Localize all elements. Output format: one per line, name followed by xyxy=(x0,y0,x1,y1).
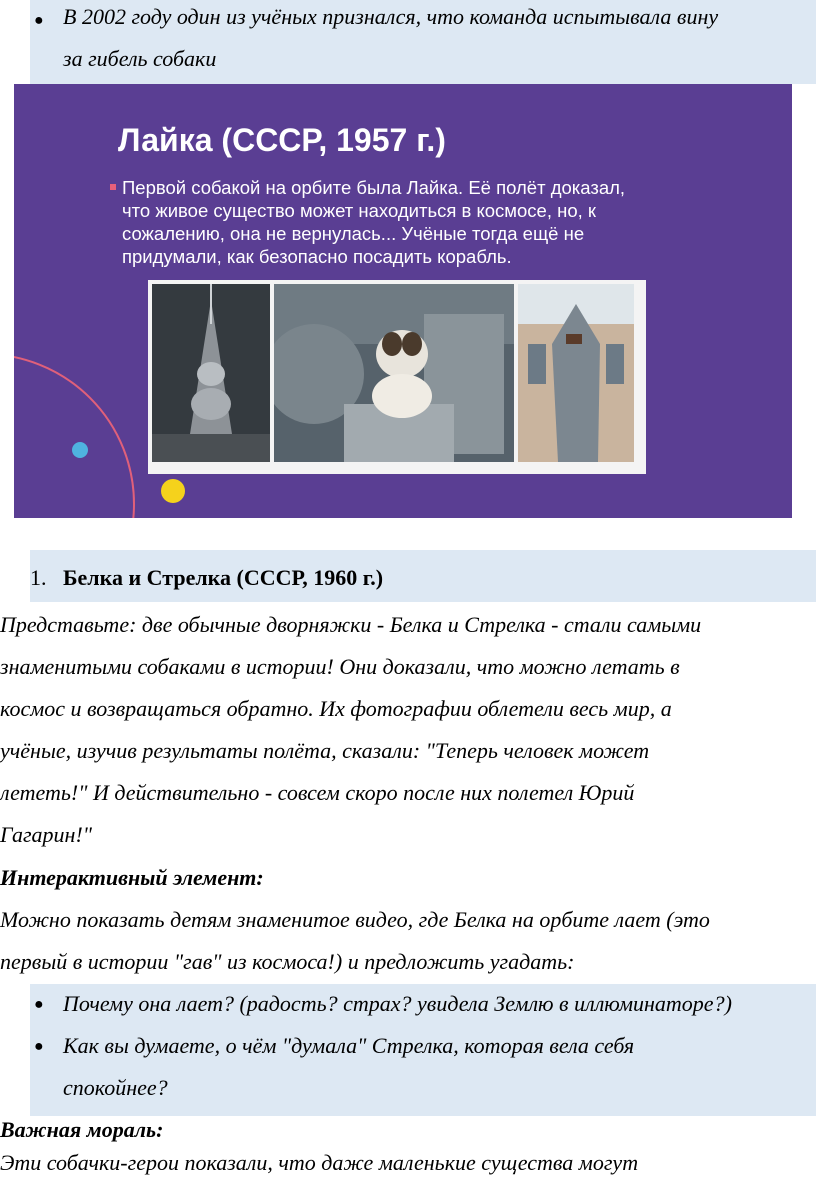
moral-line: Эти собачки-герои показали, что даже маленькие существа могут xyxy=(0,1150,639,1175)
interactive-heading: Интерактивный элемент: xyxy=(0,865,264,890)
top-bullet-line1: В 2002 году один из учёных признался, что команда испытывала вину xyxy=(63,4,719,29)
slide-bullet-marker xyxy=(110,184,116,190)
interactive-bullet: Как вы думаете, о чём "думала" Стрелка, которая вела себя xyxy=(63,1033,635,1058)
bullet-dot: ● xyxy=(34,12,44,29)
slide-text xyxy=(110,176,730,268)
top-bullet-line2: за гибель собаки xyxy=(63,46,217,71)
bullet-dot: ● xyxy=(34,996,44,1013)
paragraph-line: Гагарин!" xyxy=(0,822,93,847)
bullet-dot: ● xyxy=(34,1038,44,1055)
paragraph-line: знаменитыми собаками в истории! Они доказали, что можно летать в xyxy=(0,654,680,679)
paragraph xyxy=(0,604,810,856)
laika-monument-photo xyxy=(518,284,634,462)
slide-text-line: Первой собакой на орбите была Лайка. Её полёт доказал, xyxy=(122,177,626,198)
paragraph-line: космос и возвращаться обратно. Их фотографии облетели весь мир, а xyxy=(0,696,672,721)
laika-dog-photo xyxy=(274,284,514,462)
paragraph-line: Представьте: две обычные дворняжки - Белка и Стрелка - стали самыми xyxy=(0,612,702,637)
moral-heading: Важная мораль: xyxy=(0,1117,164,1142)
slide-title: Лайка (СССР, 1957 г.) xyxy=(118,122,446,158)
interactive-bullet-cont: спокойнее? xyxy=(63,1075,168,1100)
paragraph-line: лететь!" И действительно - совсем скоро после них полетел Юрий xyxy=(0,780,635,805)
slide-text-line: что живое существо может находиться в космосе, но, к xyxy=(122,200,597,221)
interactive-line: первый в истории "гав" из космоса!) и предложить угадать: xyxy=(0,949,575,974)
slide-text-line: придумали, как безопасно посадить корабль. xyxy=(122,246,512,267)
slide-text-line: сожалению, она не вернулась... Учёные тогда ещё не xyxy=(122,223,585,244)
paragraph-line: учёные, изучив результаты полёта, сказали: "Теперь человек может xyxy=(0,738,650,763)
sputnik-photo xyxy=(152,284,270,462)
slide-image xyxy=(14,84,792,518)
photo-strip xyxy=(148,280,646,474)
interactive-bullet: Почему она лает? (радость? страх? увидела Землю в иллюминаторе?) xyxy=(63,991,732,1016)
section-number: 1. xyxy=(30,565,47,590)
section-heading: Белка и Стрелка (СССР, 1960 г.) xyxy=(63,565,384,590)
interactive-line: Можно показать детям знаменитое видео, где Белка на орбите лает (это xyxy=(0,907,710,932)
